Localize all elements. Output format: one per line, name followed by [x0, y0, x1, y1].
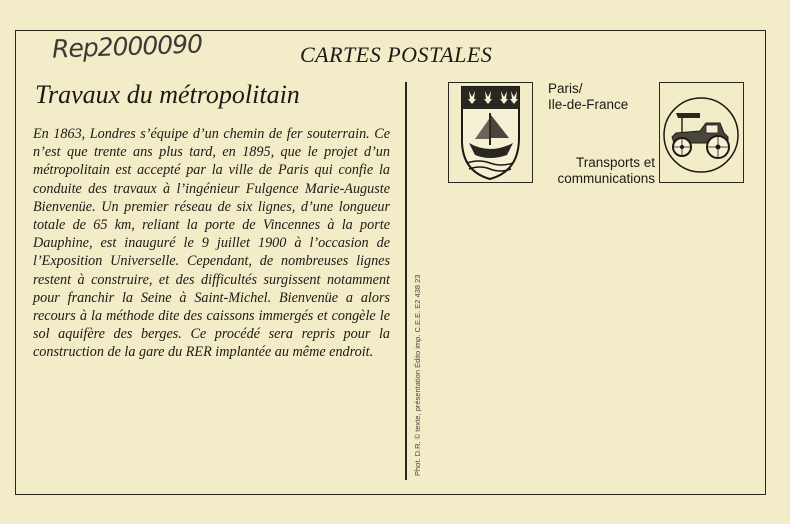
region-stamp-box — [448, 82, 533, 183]
vintage-car-icon — [660, 83, 743, 182]
theme-stamp-box — [659, 82, 744, 183]
region-label-line2: Ile-de-France — [548, 97, 629, 112]
paris-coat-of-arms-icon — [449, 83, 532, 182]
vertical-divider — [405, 82, 407, 480]
article-body: En 1863, Londres s’équipe d’un chemin de fer souterrain. Ce n’est que trente ans plus tard, en 1895, que le projet d’un métropolitain est accepté par la ville de Paris qui confie la conduite des travaux à l’ingénieur Fulgence Marie-Auguste Bienvenüe. Un premier réseau de six lignes, d’une longueur totale de 65 km, reliant la porte de Vincennes à la porte Dauphine, est inauguré le 9 juillet 1900 à l’occasion de l’Exposition Universelle. Cependant, de nombreuses lignes restent à construire, et des difficultés surgissent notamment pour franchir la Seine à Saint-Michel. Bienvenüe a alors recours à la méthode dite des caissons immergés et congèle le sol aquifère des berges. Ce procédé sera repris pour la construction de la gare du RER implantée au même endroit. — [33, 126, 390, 361]
header-title: CARTES POSTALES — [300, 42, 493, 67]
theme-label — [548, 155, 655, 187]
handwritten-reference: Rep2000090 — [51, 29, 203, 64]
article-title: Travaux du métropolitain — [35, 80, 300, 109]
region-label-line1: Paris/ — [548, 81, 583, 96]
region-label — [548, 81, 628, 113]
theme-label-line2: communications — [557, 171, 655, 186]
credits-line: Phot. D.R. © texte, présentation Édito imp. C.E.E. E2 438 23 — [413, 274, 422, 476]
theme-label-line1: Transports et — [575, 155, 655, 170]
